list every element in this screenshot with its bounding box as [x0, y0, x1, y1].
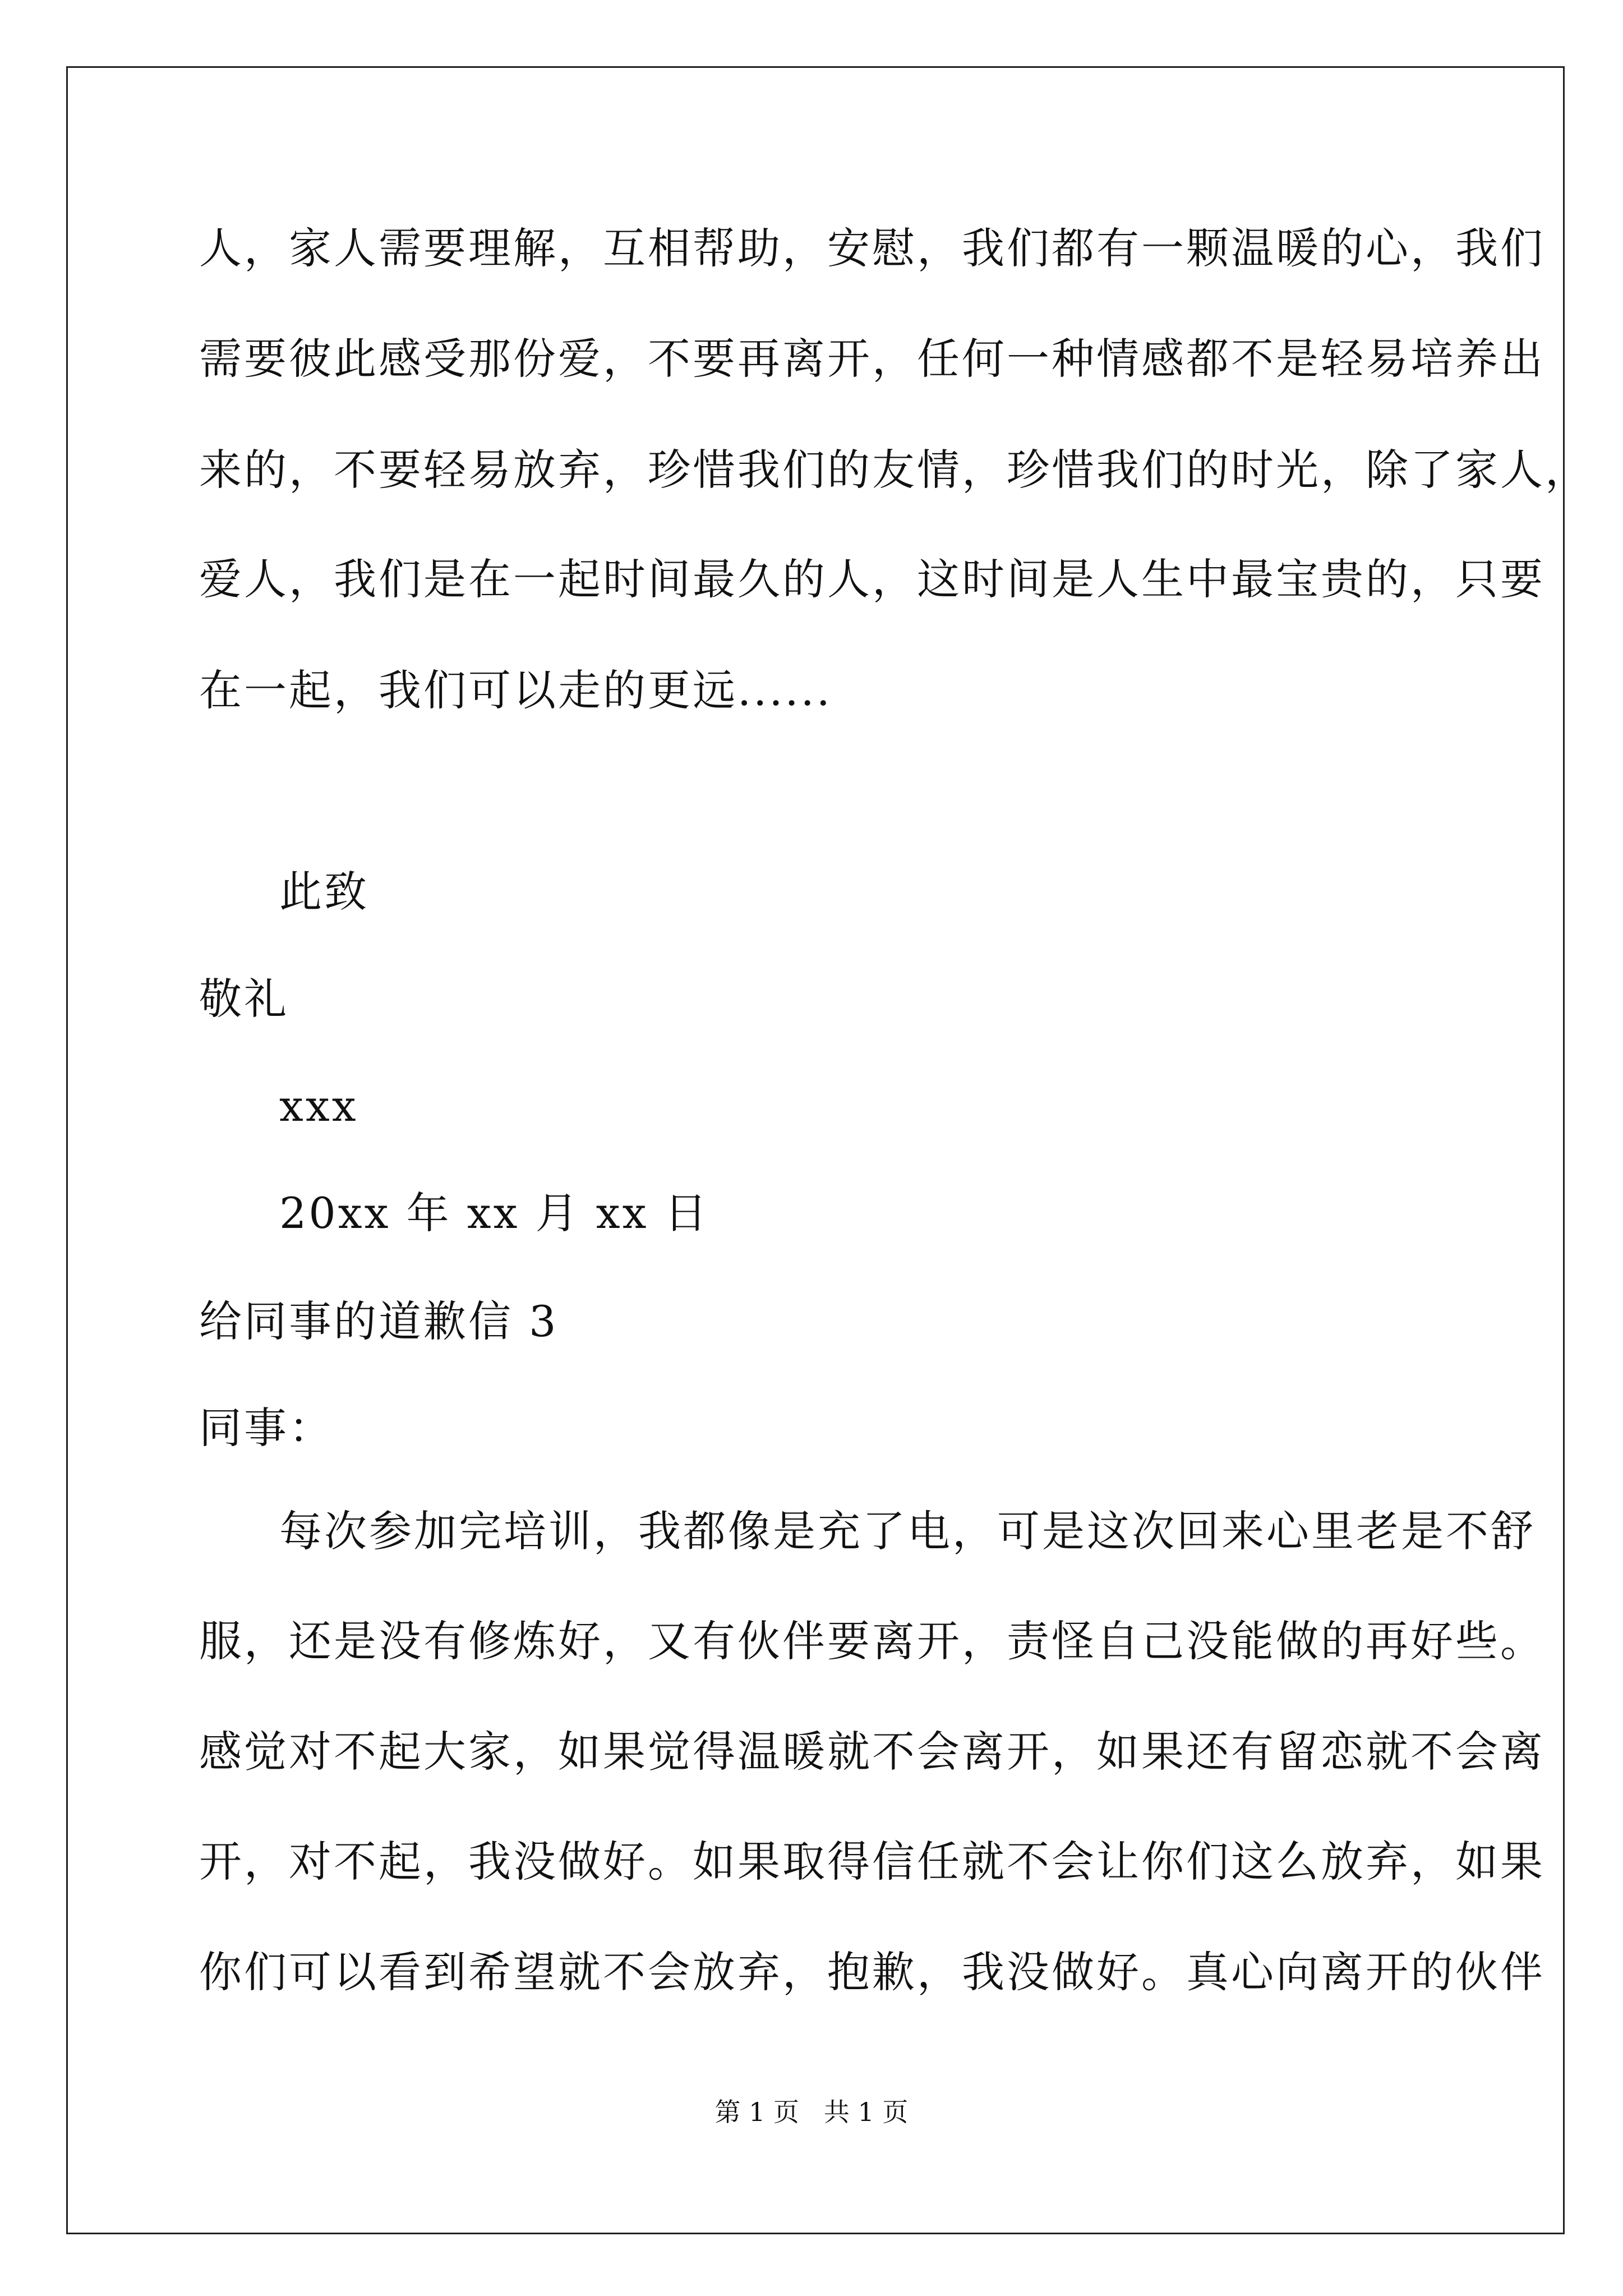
- section-line: 感觉对不起大家，如果觉得温暖就不会离开，如果还有留恋就不会离: [199, 1727, 1545, 1777]
- section-line: 每次参加完培训，我都像是充了电，可是这次回来心里老是不舒: [279, 1506, 1536, 1556]
- section-title: 给同事的道歉信 3: [199, 1296, 559, 1346]
- signer-name: xxx: [279, 1081, 358, 1131]
- section-line: 服，还是没有修炼好，又有伙伴要离开，责怪自己没能做的再好些。: [199, 1616, 1545, 1666]
- closing-cizhi: 此致: [279, 867, 369, 917]
- body-line: 来的，不要轻易放弃，珍惜我们的友情，珍惜我们的时光，除了家人，: [199, 445, 1590, 495]
- body-line: 需要彼此感受那份爱，不要再离开，任何一种情感都不是轻易培养出: [199, 334, 1545, 384]
- body-line: 在一起，我们可以走的更远......: [199, 665, 832, 715]
- closing-jingli: 敬礼: [199, 974, 289, 1024]
- page-footer: 第 1 页 共 1 页: [714, 2097, 909, 2127]
- letter-date: 20xx 年 xx 月 xx 日: [279, 1188, 709, 1238]
- section-line: 你们可以看到希望就不会放弃，抱歉，我没做好。真心向离开的伙伴: [199, 1947, 1545, 1997]
- body-line: 爱人，我们是在一起时间最久的人，这时间是人生中最宝贵的，只要: [199, 554, 1545, 604]
- body-line: 人，家人需要理解，互相帮助，安慰，我们都有一颗温暖的心，我们: [199, 223, 1545, 273]
- salutation: 同事：: [199, 1403, 334, 1453]
- section-line: 开，对不起，我没做好。如果取得信任就不会让你们这么放弃，如果: [199, 1837, 1545, 1887]
- page-border: [66, 66, 1565, 2234]
